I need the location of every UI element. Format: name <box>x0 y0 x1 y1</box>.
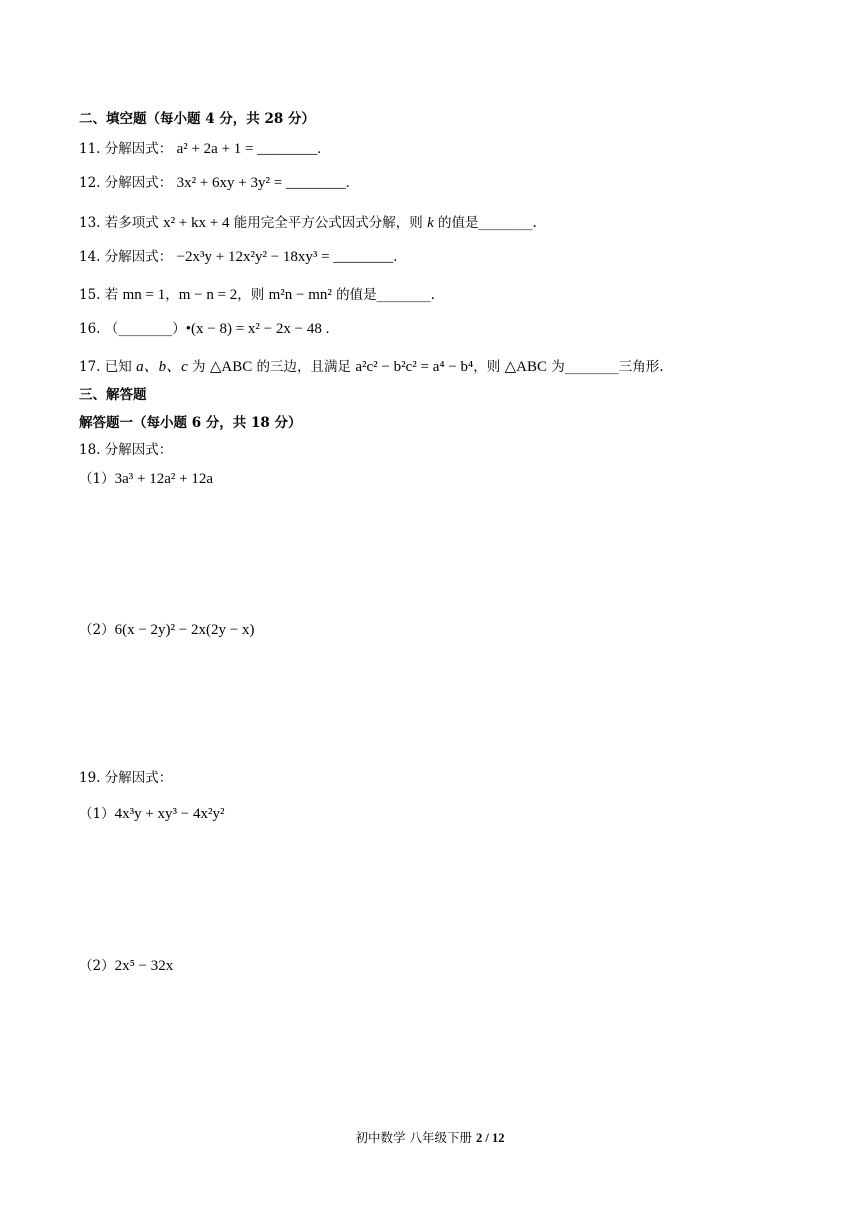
question-12-expr: 3x² + 6xy + 3y² = ________. <box>176 175 350 191</box>
question-15-expr1: mn = 1 <box>122 287 166 303</box>
question-18-part-1-label: （1） <box>79 471 115 487</box>
question-17-expr: a²c² − b²c² = a⁴ − b⁴ <box>355 359 474 375</box>
question-15-expr2: m − n = 2 <box>178 287 238 303</box>
question-16-pre: 16. （________） <box>79 321 186 337</box>
question-14-text: 14. 分解因式： <box>79 249 173 265</box>
question-18-part-1 <box>79 470 213 488</box>
question-15-post: 的值是________. <box>331 287 435 303</box>
question-13-pre: 13. 若多项式 <box>79 215 164 231</box>
question-17-mid1: 为 <box>187 359 210 375</box>
question-19-part-1 <box>79 805 225 823</box>
question-18-part-2 <box>79 621 254 639</box>
question-17-post: 为________三角形. <box>546 359 664 375</box>
question-15-mid: ，则 <box>237 287 269 303</box>
question-11 <box>79 140 321 158</box>
question-13 <box>79 214 537 232</box>
section-2-title: 二、填空题（每小题 4 分，共 28 分） <box>79 111 315 127</box>
question-19-part-2-label: （2） <box>79 958 115 974</box>
page-footer <box>0 1128 860 1146</box>
question-13-expr: x² + kx + 4 <box>163 215 230 231</box>
question-16-expr: •(x − 8) = x² − 2x − 48 . <box>185 321 330 337</box>
question-19-part-2-expr: 2x⁵ − 32x <box>114 958 174 974</box>
question-12-text: 12. 分解因式： <box>79 175 173 191</box>
question-14 <box>79 248 397 266</box>
question-15-pre: 15. 若 <box>79 287 123 303</box>
section-3-title: 三、解答题 <box>79 387 147 403</box>
question-17 <box>79 358 664 376</box>
question-17-vars: a、b、c <box>136 359 188 375</box>
question-15 <box>79 286 435 304</box>
question-14-expr: −2x³y + 12x²y² − 18xy³ = ________. <box>176 249 398 265</box>
question-18-part-1-expr: 3a³ + 12a² + 12a <box>114 471 213 487</box>
question-13-var: k <box>427 215 434 231</box>
section-3-subtitle: 解答题一（每小题 6 分，共 18 分） <box>79 415 302 431</box>
question-13-post: 的值是________. <box>433 215 537 231</box>
question-18: 18. 分解因式： <box>79 442 173 458</box>
question-18-part-2-label: （2） <box>79 622 115 638</box>
question-15-expr3: m²n − mn² <box>268 287 332 303</box>
footer-course: 初中数学 八年级下册 <box>355 1130 476 1145</box>
question-17-mid3: ，则 <box>473 359 505 375</box>
question-15-sep: ， <box>165 287 179 303</box>
question-12 <box>79 174 350 192</box>
question-19: 19. 分解因式： <box>79 770 173 786</box>
question-19-part-1-label: （1） <box>79 806 115 822</box>
question-17-tri: △ABC <box>209 359 253 375</box>
question-17-mid2: 的三边，且满足 <box>252 359 356 375</box>
question-18-part-2-expr: 6(x − 2y)² − 2x(2y − x) <box>114 622 255 638</box>
question-17-tri2: △ABC <box>504 359 547 375</box>
question-16 <box>79 320 329 338</box>
question-11-text: 11. 分解因式： <box>79 141 173 157</box>
question-13-mid: 能用完全平方公式因式分解，则 <box>229 215 428 231</box>
question-19-part-1-expr: 4x³y + xy³ − 4x²y² <box>114 806 225 822</box>
footer-page-number: 2 / 12 <box>475 1131 505 1145</box>
question-19-part-2 <box>79 957 173 975</box>
question-17-pre: 17. 已知 <box>79 359 137 375</box>
question-11-expr: a² + 2a + 1 = ________. <box>176 141 322 157</box>
